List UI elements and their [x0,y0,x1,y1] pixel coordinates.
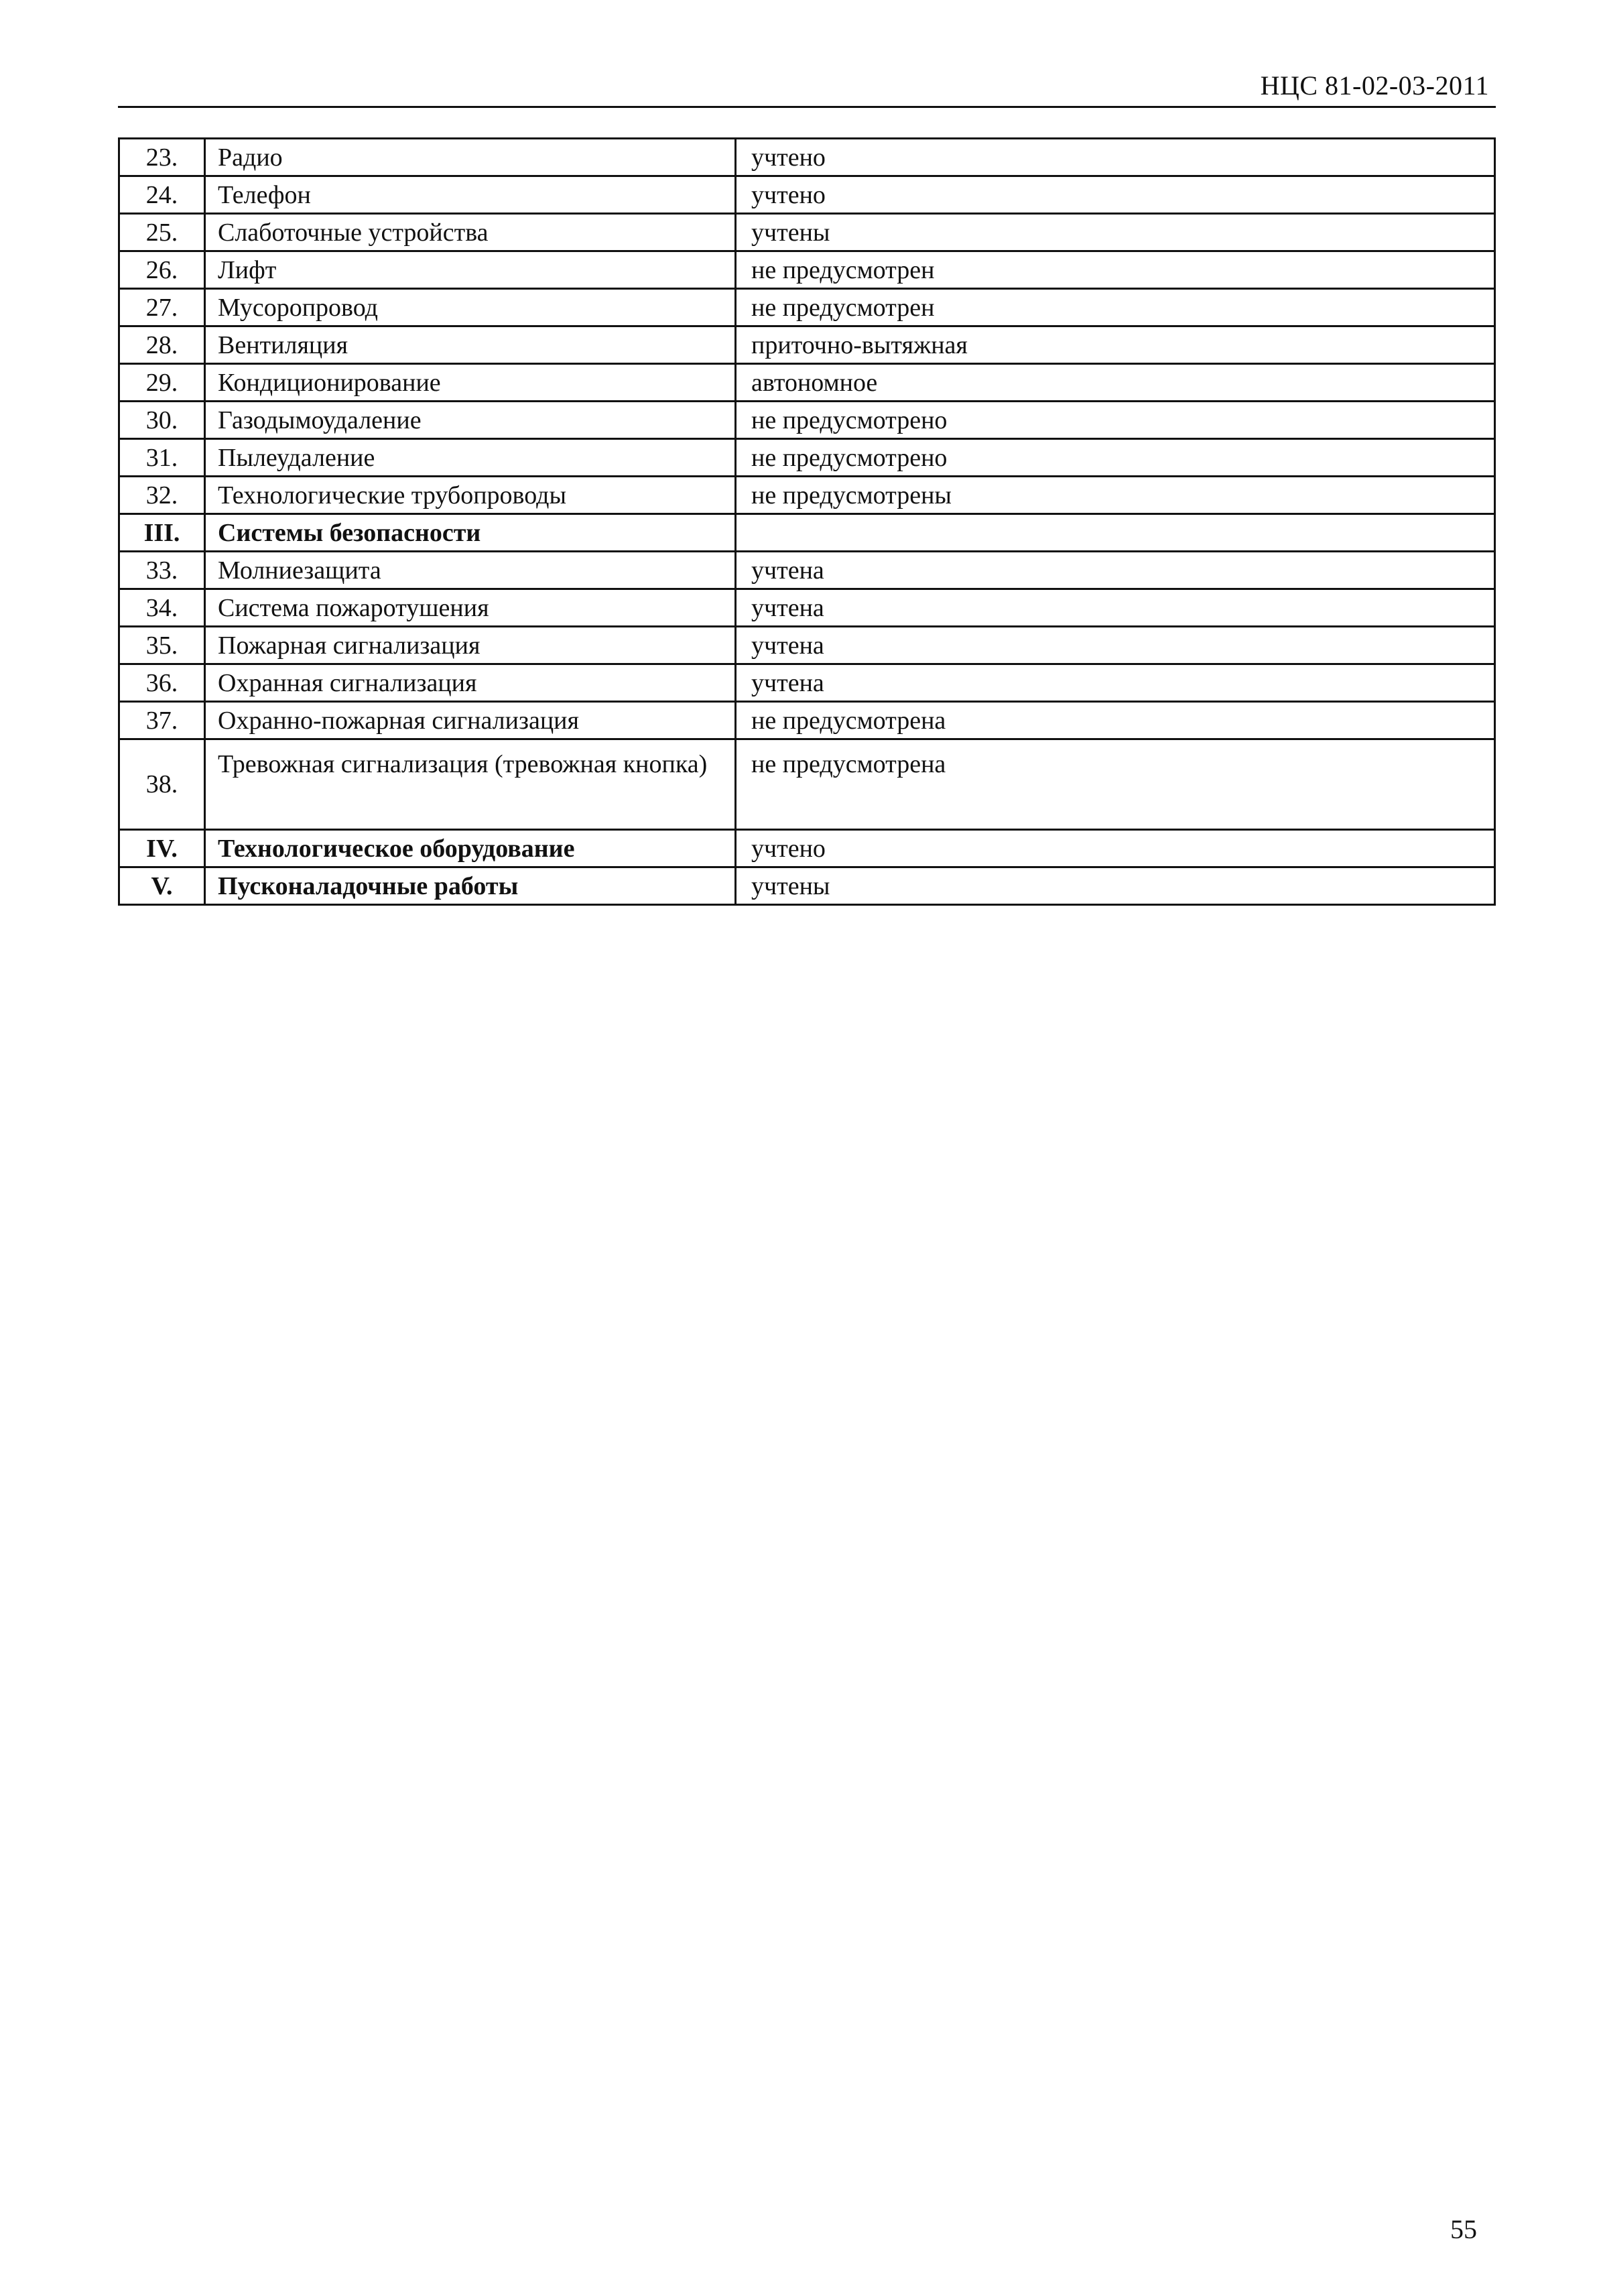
table-row [119,589,1495,627]
row-number: 29. [119,364,205,402]
row-number: 36. [119,664,205,702]
row-name: Радио [205,139,736,176]
row-number: 30. [119,402,205,439]
row-value: не предусмотрено [736,439,1495,477]
table-row [119,326,1495,364]
section-number: V. [119,867,205,905]
table-row [119,402,1495,439]
row-number: 33. [119,552,205,589]
table-row [119,627,1495,664]
row-value: не предусмотрен [736,251,1495,289]
row-name: Телефон [205,176,736,214]
row-name: Тревожная сигнализация (тревожная кнопка) [205,739,736,830]
section-row [119,514,1495,552]
row-number: 27. [119,289,205,326]
row-name: Технологические трубопроводы [205,477,736,514]
row-value: учтено [736,176,1495,214]
table-row [119,139,1495,176]
row-value: приточно-вытяжная [736,326,1495,364]
row-name: Охранная сигнализация [205,664,736,702]
table-row [119,439,1495,477]
section-title: Пусконаладочные работы [205,867,736,905]
section-title: Технологическое оборудование [205,830,736,867]
row-name: Молниезащита [205,552,736,589]
row-name: Лифт [205,251,736,289]
table-row [119,702,1495,739]
table-row [119,477,1495,514]
row-name: Вентиляция [205,326,736,364]
table-row [119,364,1495,402]
row-value: не предусмотрена [736,739,1495,830]
row-value: учтены [736,214,1495,251]
row-value: не предусмотрена [736,702,1495,739]
row-value: не предусмотрено [736,402,1495,439]
row-value: учтена [736,664,1495,702]
specification-table [118,137,1496,906]
row-value: не предусмотрен [736,289,1495,326]
row-number: 38. [119,739,205,830]
row-value: учтена [736,627,1495,664]
row-name: Кондиционирование [205,364,736,402]
row-number: 31. [119,439,205,477]
row-number: 23. [119,139,205,176]
row-name: Газодымоудаление [205,402,736,439]
document-code: НЦС 81-02-03-2011 [1260,70,1489,101]
row-number: 32. [119,477,205,514]
row-number: 37. [119,702,205,739]
row-value: учтена [736,589,1495,627]
row-number: 26. [119,251,205,289]
table-row [119,251,1495,289]
row-number: 24. [119,176,205,214]
row-value: автономное [736,364,1495,402]
row-name: Пылеудаление [205,439,736,477]
row-value: учтена [736,552,1495,589]
row-number: 34. [119,589,205,627]
table-row [119,176,1495,214]
page-number: 55 [1450,2214,1477,2244]
section-value [736,514,1495,552]
row-name: Слаботочные устройства [205,214,736,251]
table-row [119,552,1495,589]
section-value: учтены [736,867,1495,905]
row-name: Система пожаротушения [205,589,736,627]
row-number: 35. [119,627,205,664]
row-name: Мусоропровод [205,289,736,326]
table-row [119,214,1495,251]
section-row [119,830,1495,867]
section-value: учтено [736,830,1495,867]
section-title: Системы безопасности [205,514,736,552]
header-rule [118,106,1496,108]
table-row [119,289,1495,326]
section-row [119,867,1495,905]
row-name: Пожарная сигнализация [205,627,736,664]
row-value: учтено [736,139,1495,176]
section-number: III. [119,514,205,552]
table-row [119,664,1495,702]
row-name: Охранно-пожарная сигнализация [205,702,736,739]
row-number: 28. [119,326,205,364]
section-number: IV. [119,830,205,867]
row-value: не предусмотрены [736,477,1495,514]
row-number: 25. [119,214,205,251]
table-row [119,739,1495,830]
